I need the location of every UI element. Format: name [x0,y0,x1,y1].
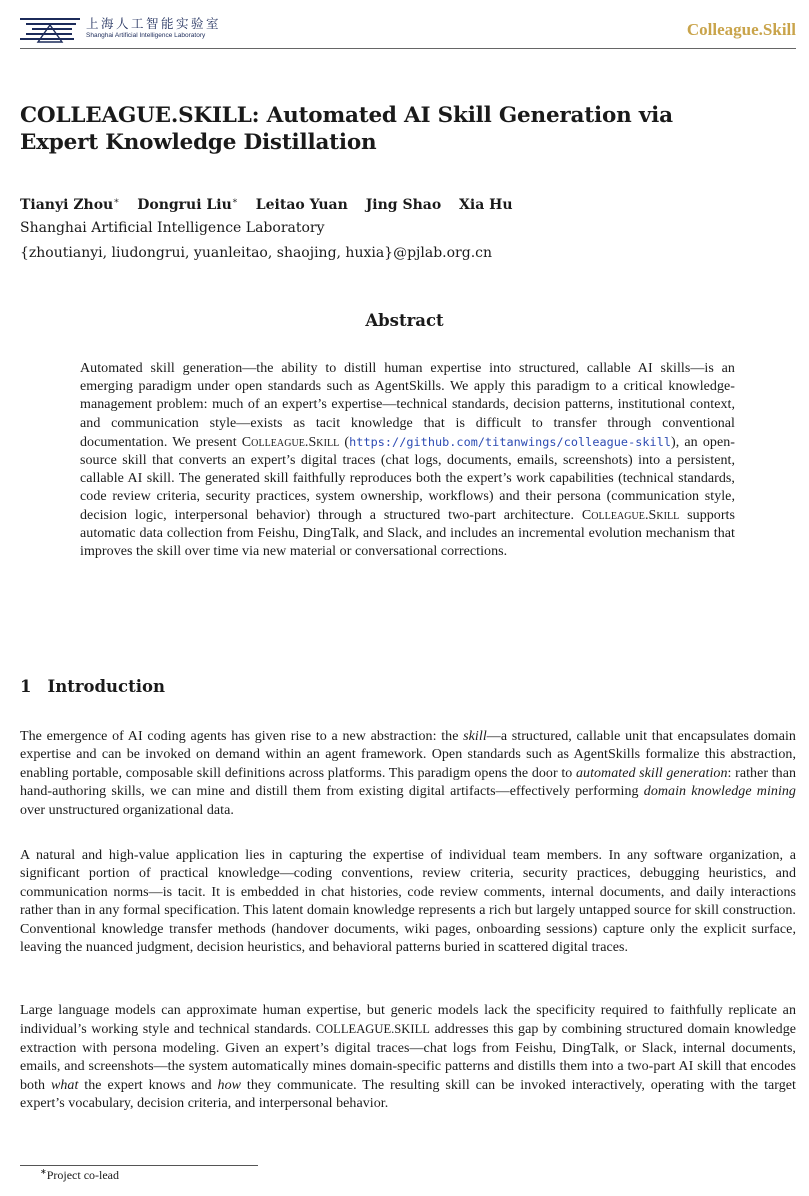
header-rule [20,48,796,49]
title-line-2: Expert Knowledge Distillation [20,130,377,155]
brand-title: Colleague.Skill [686,20,796,39]
author: Dongrui Liu∗ [137,196,238,213]
intro-paragraph-3: Large language models can approximate human expertise, but generic models lack the specificity required to faithfully replicate an individual’s working style and technical standards. COLLEAGUE.SKILL addresses this gap by combining structured domain knowledge extraction with persona modeling. Given an expert’s digital traces—chat logs from Feishu, DingTalk, or Slack, internal documents, emails, and screenshots—the system automatically mines domain-specific patterns and distills them into a two-part AI skill that encodes both what the expert knows and how they communicate. The resulting skill can be invoked interactively, operating with the target expert’s vocabulary, decision criteria, and interpersonal behavior. [20,1003,797,1112]
abstract-text: Automated skill generation—the ability to distill human expertise into structured, callable AI skills—is an emerging paradigm under open standards such as AgentSkills. We apply this paradigm to a critical knowledge-management problem: much of an expert’s expertise—technical standards, decision patterns, institutional context, and communication style—exists as tacit knowledge that is difficult to transfer through conventional documentation. We present Colleague.Skill (https://github.com/titanwings/colleague-skill), an open-source skill that converts an expert’s digital traces (chat logs, documents, emails, screenshots) into a persistent, callable AI skill. The generated skill faithfully reproduces both the expert’s work capabilities (technical standards, code review criteria, security practices, system ownership, workflows) and their persona (communication style, decision logic, interpersonal behavior) through a structured two-part architecture. Colleague.Skill supports automatic data collection from Feishu, DingTalk, and Slack, and includes an incremental evolution mechanism that improves the skill over time via new material or conversational corrections. [80,361,736,560]
system-name: Colleague.Skill [581,507,680,523]
author: Tianyi Zhou∗ [20,196,120,213]
author-list [20,196,526,213]
section-number: 1 [20,677,32,696]
paper-title [20,102,780,156]
footnote-rule [20,1165,258,1166]
affiliation: Shanghai Artificial Intelligence Laboratory [20,220,325,236]
author: Xia Hu [459,196,513,213]
footnote: ∗Project co-lead [40,1167,120,1182]
intro-paragraph-1: The emergence of AI coding agents has given rise to a new abstraction: the skill—a structured, callable unit that encapsulates domain expertise and can be invoked on demand within an agent framework. Open standards such as AgentSkills formalize this abstraction, enabling portable, composable skill definitions across platforms. This paradigm opens the door to automated skill generation: rather than hand-authoring skills, we can mine and distill them from existing digital artifacts—effectively performing domain knowledge mining over unstructured organizational data. [20,729,797,818]
lab-logo-icon [20,16,82,44]
page-header [20,16,796,46]
author-emails: {zhoutianyi, liudongrui, yuanleitao, shaojing, huxia}@pjlab.org.cn [20,245,493,261]
intro-paragraph-2: A natural and high-value application lies in capturing the expertise of individual team members. In any software organization, a significant portion of practical knowledge—coding conventions, review criteria, security practices, debugging heuristics, and communication norms—is tacit. It is embedded in chat histories, code review comments, internal documents, and daily interactions rather than in any formal specification. This latent domain knowledge represents a rich but largely untapped source for skill construction. Conventional knowledge transfer methods (handover documents, wiki pages, onboarding sessions) capture only the explicit surface, leaving the nuanced judgment, decision heuristics, and behavioral patterns buried in scattered digital traces. [20,848,796,956]
section-title: Introduction [47,677,165,696]
system-name: COLLEAGUE.SKILL [315,1022,430,1037]
abstract-heading: Abstract [365,311,444,330]
system-name: Colleague.Skill [241,434,340,450]
title-line-1: COLLEAGUE.SKILL: Automated AI Skill Generation via [20,103,673,128]
repo-link[interactable]: https://github.com/titanwings/colleague-skill [349,434,671,449]
lab-name-chinese: 上海人工智能实验室 [86,16,222,31]
lab-logo [20,16,221,44]
section-heading-introduction [20,677,165,696]
author: Leitao Yuan [255,196,348,213]
author: Jing Shao [365,196,442,213]
lab-name-english: Shanghai Artificial Intelligence Laboratory [86,32,206,39]
